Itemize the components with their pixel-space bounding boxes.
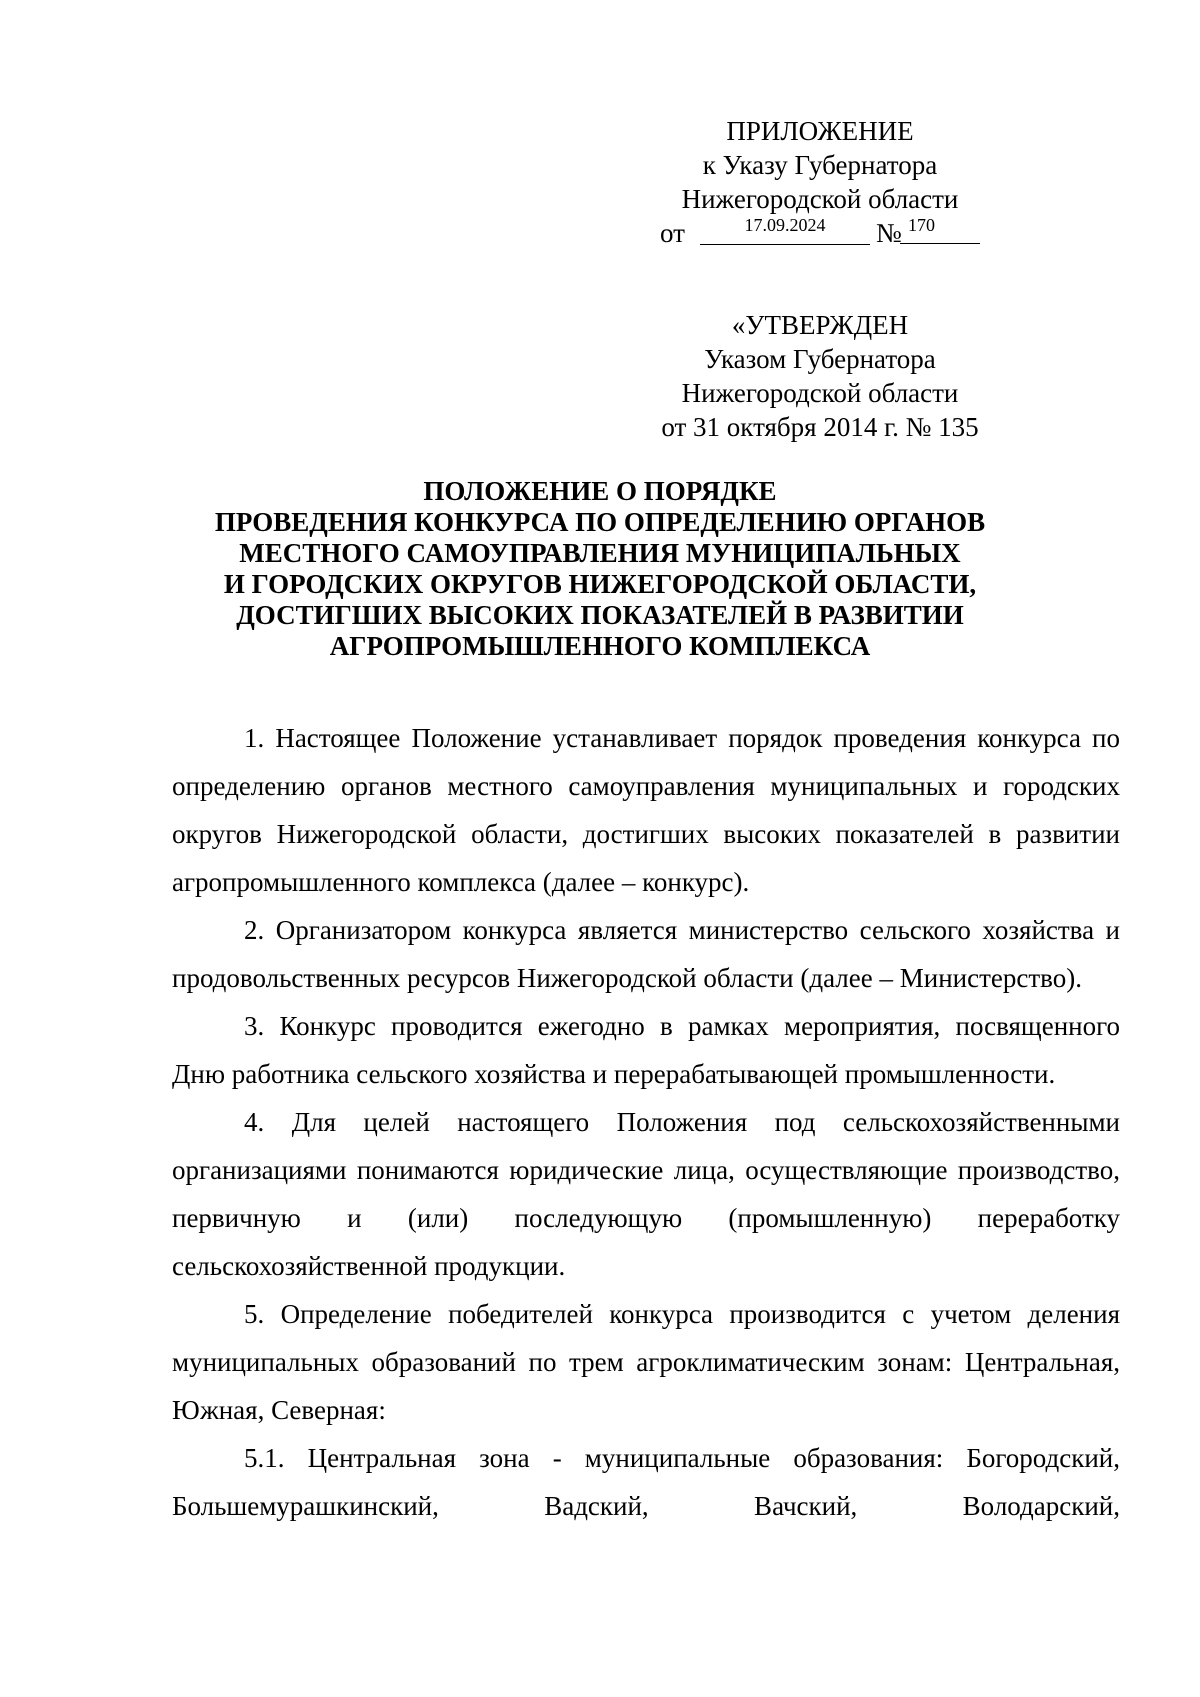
paragraph-5: 5. Определение победителей конкурса производится с учетом деления муниципальных образований по трем агроклиматическим зонам: Центральная, Южная, Северная: (172, 1299, 1120, 1425)
approved-block (640, 308, 1000, 444)
from-label: от (660, 218, 685, 248)
paragraph-4: 4. Для целей настоящего Положения под сельскохозяйственными организациями понимаются юридические лица, осуществляющие производство, первичную и (или) последующую (промышленную) переработку сельскохозяйственной продукции. (172, 1107, 1120, 1281)
appendix-decree-line: к Указу Губернатора (702, 150, 938, 180)
approved-title: «УТВЕРЖДЕН (731, 310, 909, 340)
approved-date-line: от 31 октября 2014 г. № 135 (661, 412, 979, 442)
appendix-header (640, 114, 1000, 216)
title-line: ДОСТИГШИХ ВЫСОКИХ ПОКАЗАТЕЛЕЙ В РАЗВИТИИ (236, 600, 964, 630)
title-line: И ГОРОДСКИХ ОКРУГОВ НИЖЕГОРОДСКОЙ ОБЛАСТИ, (223, 569, 977, 599)
paragraph-3: 3. Конкурс проводится ежегодно в рамках мероприятия, посвященного Дню работника сельского хозяйства и перерабатывающей промышленности. (172, 1011, 1120, 1089)
paragraph-5-1: 5.1. Центральная зона - муниципальные образования: Богородский, Большемурашкинский, Вадский, Вачский, Володарский, (172, 1443, 1120, 1521)
document-title (150, 476, 1050, 662)
paragraph-2: 2. Организатором конкурса является министерство сельского хозяйства и продовольственных ресурсов Нижегородской области (далее – Министерство). (172, 915, 1120, 993)
appendix-date-number-line (660, 212, 1000, 252)
decree-number: 170 (900, 212, 980, 244)
number-sign: № (876, 218, 902, 248)
appendix-region-line: Нижегородской области (681, 184, 959, 214)
approved-decree-line: Указом Губернатора (704, 344, 936, 374)
document-body (172, 714, 1120, 1530)
appendix-title: ПРИЛОЖЕНИЕ (726, 116, 914, 146)
title-line: ПОЛОЖЕНИЕ О ПОРЯДКЕ (423, 476, 777, 506)
title-line: ПРОВЕДЕНИЯ КОНКУРСА ПО ОПРЕДЕЛЕНИЮ ОРГАНОВ (214, 507, 986, 537)
paragraph-1: 1. Настоящее Положение устанавливает порядок проведения конкурса по определению органов местного самоуправления муниципальных и городских округов Нижегородской области, достигших высоких показателей в развитии агропромышленного комплекса (далее – конкурс). (172, 723, 1120, 897)
decree-date: 17.09.2024 (700, 212, 870, 245)
approved-region-line: Нижегородской области (681, 378, 959, 408)
title-line: АГРОПРОМЫШЛЕННОГО КОМПЛЕКСА (329, 631, 871, 661)
title-line: МЕСТНОГО САМОУПРАВЛЕНИЯ МУНИЦИПАЛЬНЫХ (239, 538, 961, 568)
